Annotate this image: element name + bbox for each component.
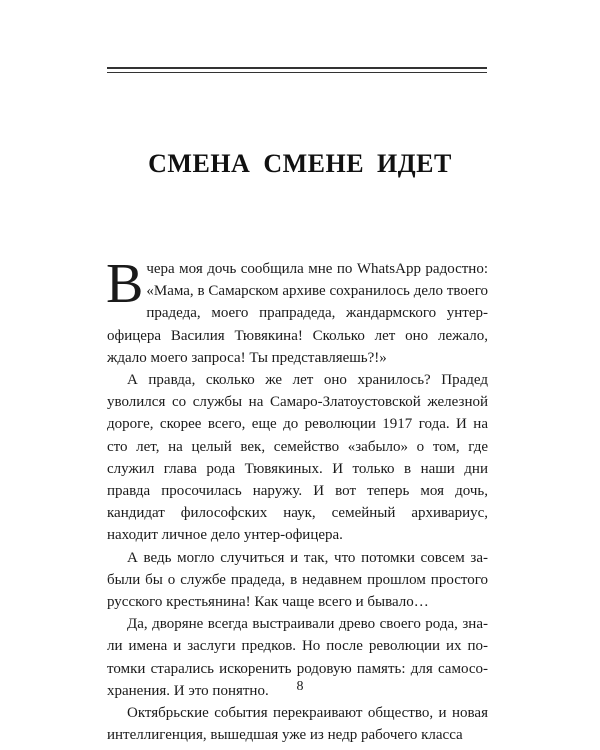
chapter-title: СМЕНА СМЕНЕ ИДЕТ <box>148 149 452 178</box>
body-text <box>106 253 488 746</box>
paragraph-3: А ведь могло случиться и так, что потомки совсем забыли бы о службе прадеда, в недавнем прошлом простого русского крестьянина! Как чаще всего и бывало… <box>107 549 488 611</box>
header-rule-thin <box>107 72 487 73</box>
page-number: 8 <box>296 679 304 694</box>
paragraph-4: Да, дворяне всегда выстраивали древо своего рода, знали имена и заслуги предков. Но после революции их потомки старались искоренить родовую память: для самосохранения. И это понятно. <box>107 616 488 699</box>
paragraph-1 <box>106 253 488 369</box>
header-rule-thick <box>107 67 487 69</box>
paragraph-2: А правда, сколько же лет оно хранилось? Прадед уволился со службы на Самаро-Златоустовской железной дороге, скорее всего, еще до революции 1917 года. И на сто лет, на целый век, семейство «забыло» о том, где служил глава рода Тювякиных. И только в наши дни правда просочилась наружу. И вот теперь моя дочь, кандидат философских наук, семейный архивариус, находит личное дело унтер-офицера. <box>107 372 488 544</box>
paragraph-text: чера моя дочь сообщила мне по WhatsApp радостно: «Мама, в Самарском архиве сохранилось дело твоего прадеда, моего прапрадеда, жандармского унтер-офицера Василия Тювякина! Сколько лет оно лежало, ждало моего запроса! Ты представляешь?!» <box>107 261 488 366</box>
paragraph-5: Октябрьские события перекраивают общество, и новая интеллигенция, вышедшая уже из недр рабочего класса <box>107 705 488 744</box>
drop-cap: В <box>106 253 144 315</box>
